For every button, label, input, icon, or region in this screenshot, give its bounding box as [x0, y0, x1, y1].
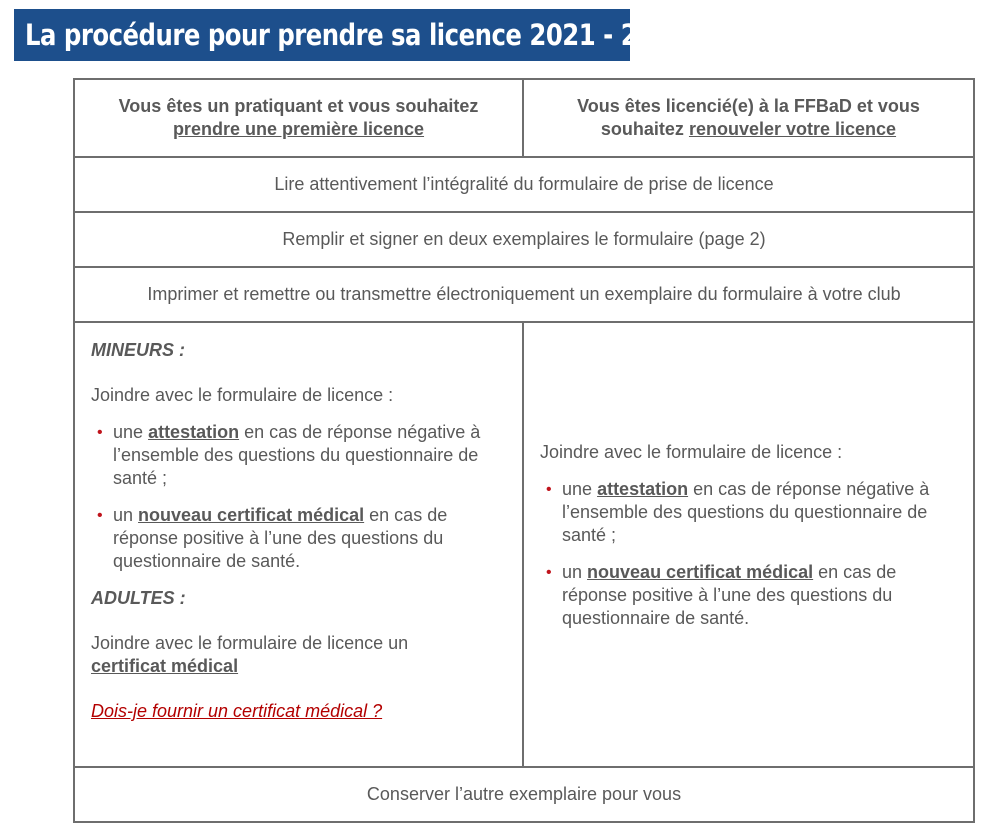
step-row [74, 267, 974, 322]
attestation-label: attestation [148, 422, 240, 442]
renewal-intro: Joindre avec le formulaire de licence : [540, 442, 843, 462]
step-keep-copy: Conserver l’autre exemplaire pour vous [74, 767, 974, 822]
bullet-text: un [113, 505, 134, 525]
faq-certificate-link[interactable]: Dois-je fournir un certificat médical ? [91, 701, 383, 721]
header-right-line1: Vous êtes licencié(e) à la FFBaD et vous [577, 96, 920, 116]
renewal-documents [523, 322, 974, 767]
list-item [91, 421, 504, 490]
step-row [74, 767, 974, 822]
bullet-dot-icon: • [546, 564, 552, 581]
medical-certificate-label: nouveau certificat médical [138, 505, 365, 525]
bullet-text: en cas de réponse positive à l’une des questions du questionnaire de santé. [562, 562, 897, 628]
adults-heading: ADULTES : [91, 588, 186, 608]
step-read-form: Lire attentivement l’intégralité du formulaire de prise de licence [74, 157, 974, 212]
first-licence-link[interactable]: prendre une première licence [172, 119, 425, 139]
bullet-text: en cas de réponse négative à l’ensemble des questions du questionnaire de santé ; [562, 479, 930, 545]
step-print-submit: Imprimer et remettre ou transmettre électroniquement un exemplaire du formulaire à votre club [74, 267, 974, 322]
adults-intro-text: Joindre avec le formulaire de licence un [91, 633, 409, 653]
minors-bullet-list [91, 421, 504, 573]
bullet-text: une [562, 479, 593, 499]
bullet-dot-icon: • [97, 424, 103, 441]
medical-certificate-label: nouveau certificat médical [587, 562, 814, 582]
adults-certificate-label: certificat médical [91, 656, 239, 676]
title-banner [14, 9, 687, 61]
step-row [74, 157, 974, 212]
step-row [74, 212, 974, 267]
bullet-dot-icon: • [97, 507, 103, 524]
header-row [74, 79, 974, 157]
renew-licence-link[interactable]: renouveler votre licence [688, 119, 897, 139]
bullet-dot-icon: • [546, 481, 552, 498]
header-cell-first-licence [74, 79, 523, 157]
header-right-prefix: souhaitez [600, 119, 684, 139]
minors-intro: Joindre avec le formulaire de licence : [91, 385, 394, 405]
attestation-label: attestation [597, 479, 689, 499]
adults-intro [91, 632, 504, 678]
first-licence-documents [74, 322, 523, 767]
header-cell-renew-licence [523, 79, 974, 157]
bullet-text: un [562, 562, 583, 582]
renewal-bullet-list [540, 478, 955, 630]
list-item [91, 504, 504, 573]
bullet-text: en cas de réponse positive à l’une des questions du questionnaire de santé. [113, 505, 448, 571]
header-left-line1: Vous êtes un pratiquant et vous souhaitez [118, 96, 479, 116]
page-title: La procédure pour prendre sa licence 2021 - 2022 [25, 18, 687, 52]
procedure-table [73, 78, 975, 823]
list-item [540, 561, 955, 630]
bullet-text: une [113, 422, 144, 442]
bullet-text: en cas de réponse négative à l’ensemble des questions du questionnaire de santé ; [113, 422, 481, 488]
step-fill-sign: Remplir et signer en deux exemplaires le formulaire (page 2) [74, 212, 974, 267]
list-item [540, 478, 955, 547]
minors-heading: MINEURS : [91, 340, 185, 360]
documents-row [74, 322, 974, 767]
